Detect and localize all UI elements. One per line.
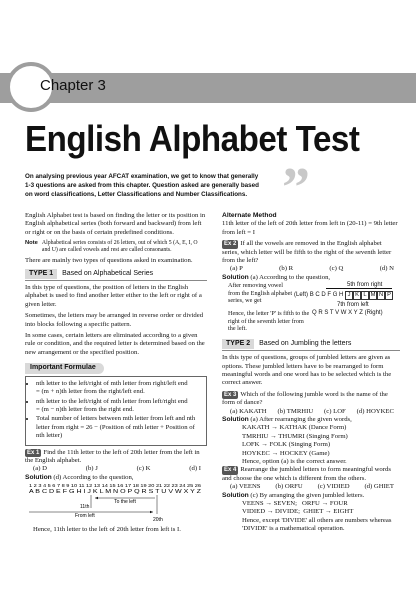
fifth-arrow — [326, 288, 392, 289]
ex3-badge: Ex 3 — [224, 391, 237, 398]
example-3 — [222, 391, 400, 467]
ex3-line: KAKATH → KATHAK (Dance Form) — [242, 424, 347, 432]
example-4 — [222, 466, 400, 533]
option: (d) N — [379, 265, 394, 273]
letter-sequence-2: Q R S T V W X Y Z (Right) — [312, 310, 383, 317]
ex1-badge: Ex 1 — [27, 449, 40, 456]
page-title: English Alphabet Test — [25, 118, 360, 159]
option: (d) GHIET — [364, 483, 394, 491]
formulae-box — [25, 376, 207, 446]
from-left-label: From left — [75, 513, 95, 520]
quote-mark-icon: ” — [282, 157, 310, 219]
ex1-options — [25, 465, 207, 473]
note-label: Note — [25, 240, 38, 247]
ex1-solution: (d) According to the question, — [53, 473, 134, 481]
type2-heading — [222, 339, 400, 351]
ex2-options — [222, 265, 400, 273]
ex2-question: If all the vowels are removed in the English alphabet series, which letter will be fifth to the right of the seventh letter from the left? — [222, 240, 392, 265]
example-1 — [25, 449, 207, 534]
chapter-label: Chapter 3 — [40, 77, 106, 94]
alternate-method-heading: Alternate Method — [222, 212, 277, 219]
formula-item: • nth letter to the left/right of mth letter from right/left end = (m + n)th letter from the right/left end. — [36, 380, 203, 397]
paragraph: Sometimes, the letters may be arranged in reverse order or divided into blocks following a specific pattern. — [25, 312, 204, 328]
paragraph: In this type of questions, the position of letters in the English alphabet is used to find another letter either to the left or right of a given letter. — [25, 284, 202, 308]
ex4-line: VIDIED → DIVIDE; GHIET → EIGHT — [242, 508, 354, 516]
option: (d) HOYKEC — [356, 407, 394, 415]
ex3-line: HOYKEC → HOCKEY (Game) — [242, 449, 330, 457]
ex2-diagram — [222, 282, 400, 322]
ex4-line: VEENS → SEVEN; ORFU → FOUR — [242, 500, 348, 508]
label-20th: 20th — [153, 517, 163, 523]
ex4-question: Rearrange the jumbled letters to form meaningful words and choose the one which is different from the others. — [222, 466, 391, 482]
option: (a) D — [33, 465, 47, 473]
ex1-answer: Hence, 11th letter to the left of 20th letter from left is I. — [33, 525, 181, 533]
formula-item: • Total number of letters between mth letter from left and nth letter from right = 26 − (Position of mth letter + Position of nth letter) — [36, 415, 203, 440]
solution-label: Solution — [222, 416, 249, 423]
option: (a) P — [230, 265, 243, 273]
formula-item: • nth letter to the left/right of mth letter from left/right end = (m − n)th letter from the right end. — [36, 398, 203, 415]
letter-sequence-1: (Left) B C D F G H J K L M N P — [294, 291, 393, 300]
ex4-options — [222, 483, 400, 491]
to-left-label: To the left — [114, 499, 136, 506]
ex2-solution: (a) According to the question, — [250, 273, 331, 281]
fifth-from-right-label: 5th from right — [347, 282, 383, 289]
ex4-solution: (c) By arranging the given jumbled letters. — [250, 491, 365, 499]
alphabet-diagram — [25, 482, 207, 522]
ex1-question: Find the 11th letter to the left of 20th letter from the left in the English alphabet. — [25, 448, 200, 464]
type1-title: Based on Alphabetical Series — [62, 269, 154, 277]
ex2-badge: Ex 2 — [224, 241, 237, 248]
alternate-method-text: 11th letter of the left of 20th letter from left in (20-11) = 9th letter from left = I — [222, 220, 398, 236]
intro-text: On analysing previous year AFCAT examination, we get to know that generally 1-3 questions are asked from this chapter. Question asked are generally based on word classifications, Letter Classifications and Number Classifications. — [25, 173, 259, 198]
ex3-answer: Hence, option (a) is the correct answer. — [242, 458, 347, 466]
ex4-answer: Hence, except 'DIVIDE' all others are numbers whereas 'DIVIDE' is a mathematical operation. — [242, 516, 392, 533]
type2-box: TYPE 2 — [222, 339, 254, 349]
arrow-head — [150, 511, 153, 513]
ex2-answer: Hence, the letter 'P' is fifth to the right of the seventh letter from the left. — [228, 310, 310, 333]
arrow-head — [95, 497, 98, 499]
option: (b) R — [279, 265, 294, 273]
note — [25, 240, 207, 254]
option: (c) Q — [329, 265, 344, 273]
ex3-solution: (a) After rearranging the given words, — [250, 416, 352, 423]
option: (c) LOF — [324, 407, 346, 415]
ex4-badge: Ex 4 — [224, 467, 237, 474]
ex3-question: Which of the following jumble word is the name of the form of dance? — [222, 390, 388, 407]
paragraph: English Alphabet test is based on finding the letter or its position in English alphabetical series (both forward and backward) from left or right or on the basis of certain predefined conditions. — [25, 212, 206, 236]
example-2 — [222, 240, 400, 333]
note-text: Alphabetical series consists of 26 letters, out of which 5 (A, E, I, O and U) are called vowels and rest are called consonants. — [41, 240, 198, 254]
type1-box: TYPE 1 — [25, 269, 57, 279]
important-formulae-heading: Important Formulae — [25, 363, 104, 373]
option: (a) KAKATH — [230, 407, 267, 415]
option: (c) K — [136, 465, 151, 473]
left-column — [25, 212, 207, 534]
option: (c) VIDIED — [317, 483, 350, 491]
ex2-step: After removing vowel from the English alphabet series, we get — [228, 282, 293, 305]
ex3-line: TMRHIU → THUMRI (Singing Form) — [242, 432, 348, 440]
type2-title: Based on Jumbling the letters — [259, 339, 352, 347]
ex3-options — [222, 408, 400, 416]
option: (d) I — [189, 465, 201, 473]
option: (b) ORFU — [275, 483, 303, 491]
option: (a) VEENS — [230, 483, 261, 491]
number-row: 1 2 3 4 5 6 7 8 9 10 11 12 13 14 15 16 17 18 19 20 21 22 23 24 25 26 — [29, 483, 202, 489]
paragraph: There are mainly two types of questions asked in examination. — [25, 257, 193, 265]
ex3-line: LOFK → FOLK (Singing Form) — [242, 441, 331, 449]
label-11th: 11th — [80, 504, 90, 511]
paragraph: In this type of questions, groups of jumbled letters are given as options. These jumbled letters have to be rearranged to form meaningful words and one word has to be selected which is the correct answer. — [222, 354, 392, 387]
solution-label: Solution — [25, 473, 52, 481]
solution-label: Solution — [222, 273, 249, 281]
seventh-from-left-label: 7th from left — [337, 302, 369, 309]
paragraph: In some cases, certain letters are eliminated according to a given rule or condition, and the required letter is determined based on the new arrangement or the specified position. — [25, 332, 205, 356]
right-column — [222, 212, 400, 534]
option: (b) J — [85, 465, 98, 473]
solution-label: Solution — [222, 491, 249, 499]
option: (b) TMRHIU — [277, 407, 314, 415]
letter-row: A B C D E F G H I J K L M N O P Q R S T U V W X Y Z — [29, 489, 202, 496]
type1-heading — [25, 269, 207, 281]
